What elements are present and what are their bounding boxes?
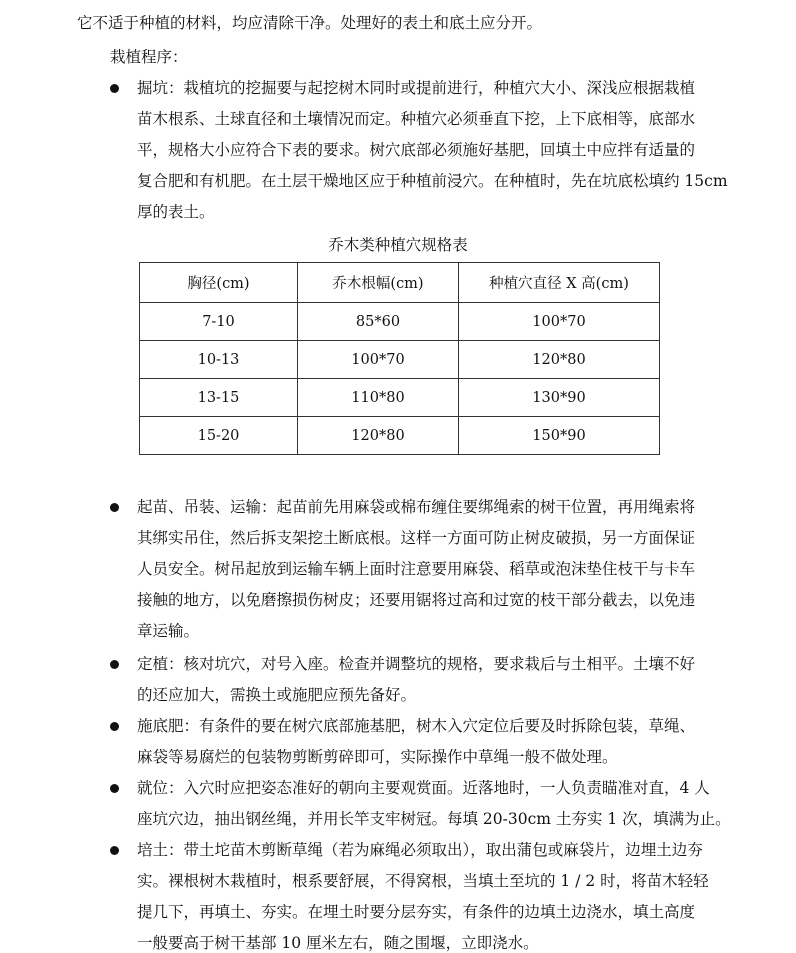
column-header: 乔木根幅(cm) bbox=[298, 263, 459, 303]
column-header: 种植穴直径 X 高(cm) bbox=[459, 263, 660, 303]
spec-table bbox=[139, 262, 660, 455]
text-line: 平，规格大小应符合下表的要求。树穴底部必须施好基肥，回填土中应拌有适量的 bbox=[137, 141, 696, 159]
text-line: 它不适于种植的材料，均应清除干净。处理好的表土和底土应分开。 bbox=[77, 14, 543, 32]
table-row bbox=[140, 341, 660, 379]
text-line: 苗木根系、土球直径和土壤情况而定。种植穴必须垂直下挖，上下底相等，底部水 bbox=[137, 110, 696, 128]
table-cell: 100*70 bbox=[459, 303, 660, 341]
text-line: 接触的地方，以免磨擦损伤树皮；还要用锯将过高和过宽的枝干部分截去，以免违 bbox=[137, 591, 696, 609]
table-cell: 10-13 bbox=[140, 341, 298, 379]
bullet-icon bbox=[110, 660, 119, 669]
text-line: 的还应加大，需换土或施肥应预先备好。 bbox=[137, 686, 417, 704]
text-line: 复合肥和有机肥。在土层干燥地区应于种植前浸穴。在种植时，先在坑底松填约 15cm bbox=[137, 172, 728, 190]
table-header-row bbox=[140, 263, 660, 303]
text-line: 施底肥：有条件的要在树穴底部施基肥，树木入穴定位后要及时拆除包装，草绳、 bbox=[137, 717, 696, 735]
text-line: 麻袋等易腐烂的包装物剪断剪碎即可，实际操作中草绳一般不做处理。 bbox=[137, 748, 618, 766]
bullet-icon bbox=[110, 784, 119, 793]
table-cell: 120*80 bbox=[298, 417, 459, 455]
text-line: 一般要高于树干基部 10 厘米左右，随之围堰，立即浇水。 bbox=[137, 934, 539, 952]
text-line: 其绑实吊住，然后拆支架挖土断底根。这样一方面可防止树皮破损，另一方面保证 bbox=[137, 529, 696, 547]
table-cell: 110*80 bbox=[298, 379, 459, 417]
table-cell: 13-15 bbox=[140, 379, 298, 417]
table-cell: 130*90 bbox=[459, 379, 660, 417]
table-cell: 150*90 bbox=[459, 417, 660, 455]
table-cell: 120*80 bbox=[459, 341, 660, 379]
table-row bbox=[140, 417, 660, 455]
table-row bbox=[140, 303, 660, 341]
bullet-icon bbox=[110, 846, 119, 855]
text-line: 培土：带土坨苗木剪断草绳（若为麻绳必须取出），取出蒲包或麻袋片，边埋土边夯 bbox=[137, 841, 703, 859]
bullet-icon bbox=[110, 722, 119, 731]
text-line: 定植：核对坑穴，对号入座。检查并调整坑的规格，要求栽后与土相平。土壤不好 bbox=[137, 655, 696, 673]
table-cell: 7-10 bbox=[140, 303, 298, 341]
table-row bbox=[140, 379, 660, 417]
bullet-icon bbox=[110, 84, 119, 93]
table-cell: 100*70 bbox=[298, 341, 459, 379]
text-line: 就位：入穴时应把姿态准好的朝向主要观赏面。近落地时，一人负责瞄准对直，4 人 bbox=[137, 779, 710, 797]
text-line: 起苗、吊装、运输：起苗前先用麻袋或棉布缠住要绑绳索的树干位置，再用绳索将 bbox=[137, 498, 696, 516]
text-line: 实。裸根树木栽植时，根系要舒展，不得窝根，当填土至坑的 1 / 2 时，将苗木轻轻 bbox=[137, 872, 709, 890]
text-line: 掘坑：栽植坑的挖掘要与起挖树木同时或提前进行，种植穴大小、深浅应根据栽植 bbox=[137, 79, 696, 97]
table-cell: 15-20 bbox=[140, 417, 298, 455]
column-header: 胸径(cm) bbox=[140, 263, 298, 303]
text-line: 厚的表土。 bbox=[137, 203, 215, 221]
bullet-icon bbox=[110, 503, 119, 512]
text-line: 提几下，再填土、夯实。在埋土时要分层夯实，有条件的边填土边浇水，填土高度 bbox=[137, 903, 696, 921]
text-line: 章运输。 bbox=[137, 622, 200, 640]
section-heading: 栽植程序： bbox=[110, 48, 188, 66]
text-line: 座坑穴边，抽出钢丝绳，并用长竿支牢树冠。每填 20-30cm 土夯实 1 次，填满为止。 bbox=[137, 810, 731, 828]
table-cell: 85*60 bbox=[298, 303, 459, 341]
table-caption: 乔木类种植穴规格表 bbox=[328, 236, 468, 254]
text-line: 人员安全。树吊起放到运输车辆上面时注意要用麻袋、稻草或泡沫垫住枝干与卡车 bbox=[137, 560, 696, 578]
